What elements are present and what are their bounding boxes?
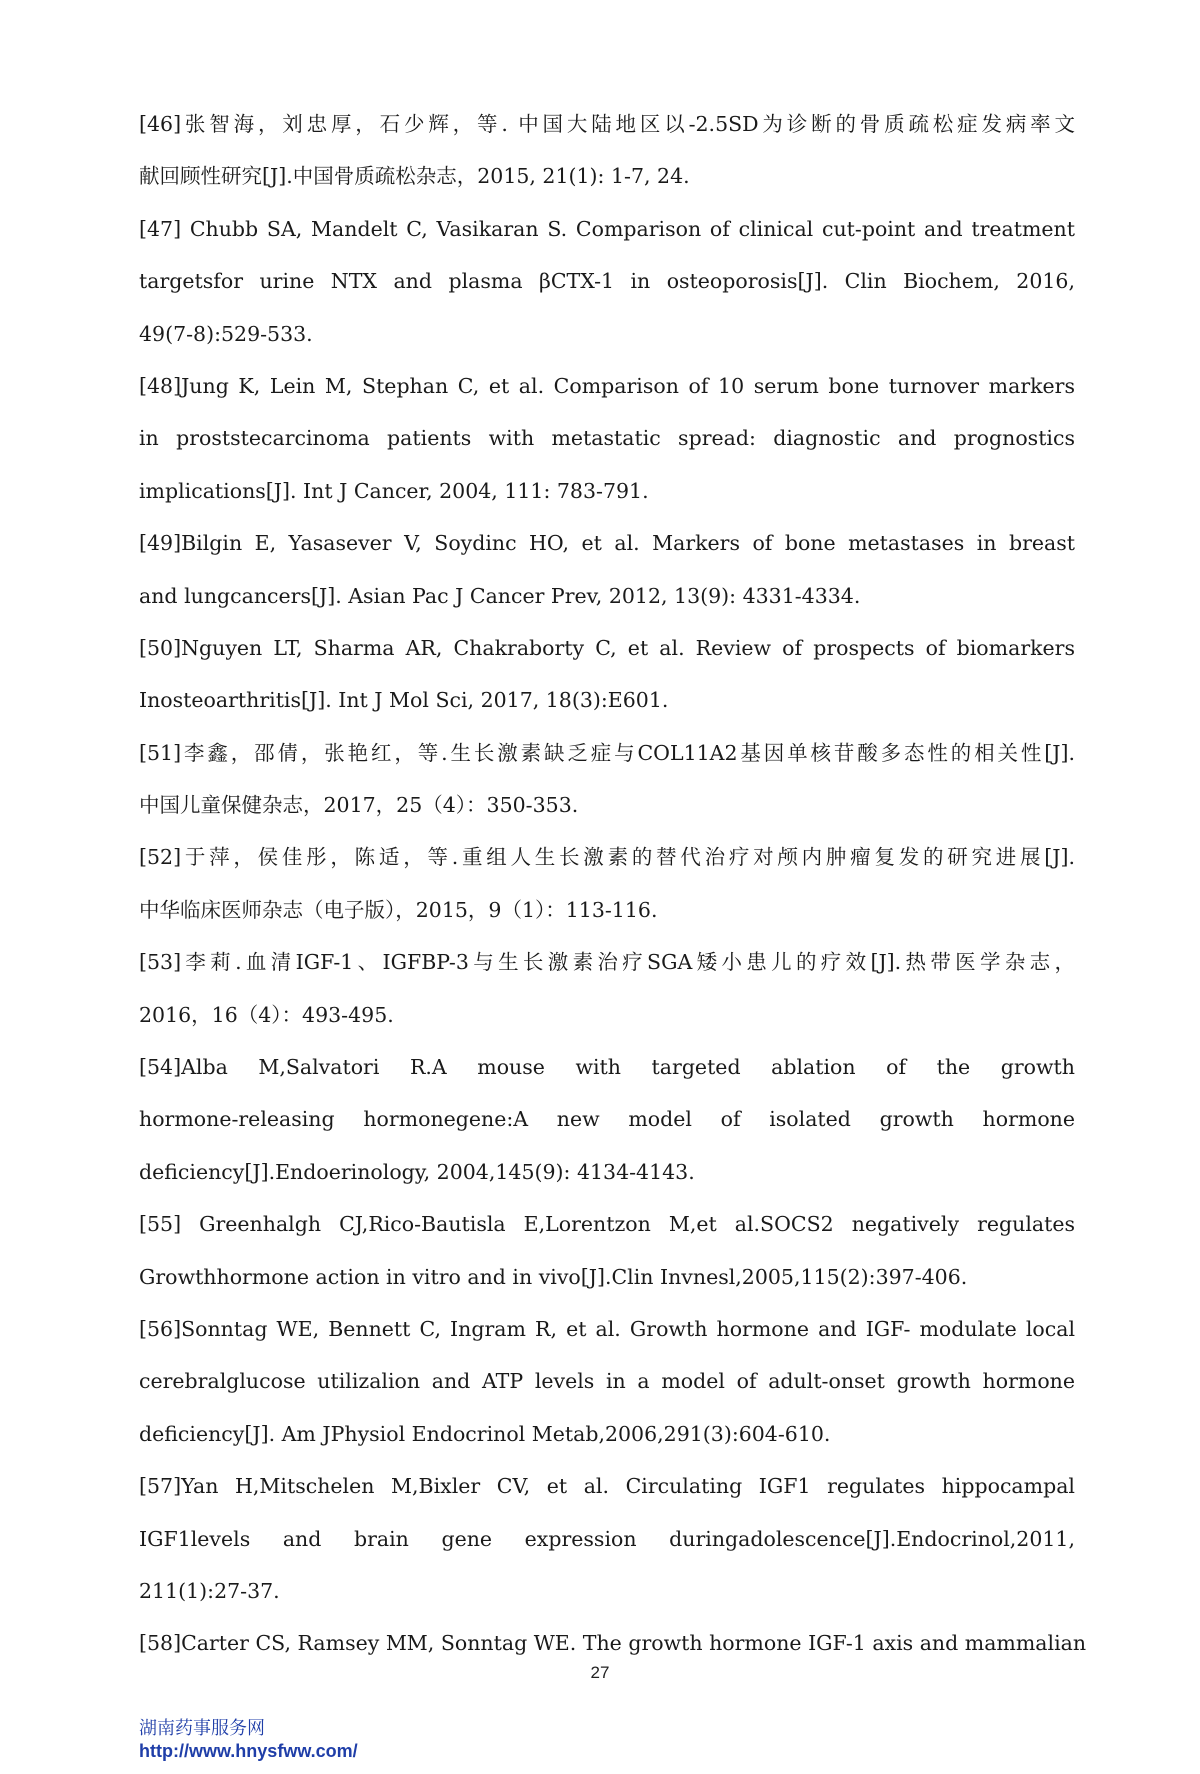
- reference-item: [139, 1204, 1075, 1309]
- reference-item: [139, 1466, 1075, 1623]
- footer: [139, 1718, 358, 1762]
- reference-line: 献回顾性研究[J].中国骨质疏松杂志，2015, 21(1): 1-7, 24.: [139, 164, 690, 189]
- reference-line: targetsfor urine NTX and plasma βCTX-1 in osteoporosis[J]. Clin Biochem, 2016,: [139, 269, 1075, 294]
- reference-item: [139, 1047, 1075, 1204]
- reference-line: [53]李莉.血清IGF-1、IGFBP-3与生长激素治疗SGA矮小患儿的疗效[J].热带医学杂志，: [139, 950, 1075, 975]
- reference-line: [55] Greenhalgh CJ,Rico-Bautisla E,Lorentzon M,et al.SOCS2 negatively regulates: [139, 1212, 1075, 1237]
- reference-item: [139, 523, 1075, 628]
- reference-line: cerebralglucose utilizalion and ATP levels in a model of adult-onset growth hormone: [139, 1369, 1075, 1394]
- reference-line: 49(7-8):529-533.: [139, 321, 313, 346]
- reference-line: hormone-releasing hormonegene:A new model of isolated growth hormone: [139, 1107, 1075, 1132]
- reference-item: [139, 209, 1075, 366]
- reference-line: [47] Chubb SA, Mandelt C, Vasikaran S. Comparison of clinical cut-point and treatment: [139, 216, 1075, 241]
- reference-line: [50]Nguyen LT, Sharma AR, Chakraborty C, et al. Review of prospects of biomarkers: [139, 635, 1075, 660]
- reference-line: deficiency[J]. Am JPhysiol Endocrinol Metab,2006,291(3):604-610.: [139, 1421, 831, 1446]
- reference-line: [49]Bilgin E, Yasasever V, Soydinc HO, et al. Markers of bone metastases in breast: [139, 531, 1075, 556]
- reference-item: [139, 104, 1075, 209]
- footer-site-name: 湖南药事服务网: [139, 1718, 265, 1739]
- reference-line: implications[J]. Int J Cancer, 2004, 111: 783-791.: [139, 478, 649, 503]
- reference-item: [139, 837, 1075, 942]
- page-number: 27: [590, 1663, 610, 1682]
- reference-item: [139, 366, 1075, 523]
- reference-line: [56]Sonntag WE, Bennett C, Ingram R, et al. Growth hormone and IGF- modulate local: [139, 1316, 1075, 1341]
- reference-line: [51]李鑫，邵倩，张艳红，等.生长激素缺乏症与COL11A2基因单核苷酸多态性的相关性[J].: [139, 740, 1075, 765]
- reference-item: [139, 1309, 1075, 1466]
- reference-line: [57]Yan H,Mitschelen M,Bixler CV, et al. Circulating IGF1 regulates hippocampal: [139, 1474, 1075, 1499]
- reference-item: [139, 733, 1075, 838]
- reference-line: 211(1):27-37.: [139, 1578, 280, 1603]
- reference-line: [46]张智海，刘忠厚，石少辉，等. 中国大陆地区以-2.5SD为诊断的骨质疏松症发病率文: [139, 112, 1075, 136]
- reference-line: Growthhormone action in vitro and in vivo[J].Clin Invnesl,2005,115(2):397-406.: [139, 1264, 968, 1289]
- reference-item: [139, 628, 1075, 733]
- reference-line: 中国儿童保健杂志，2017，25（4）：350-353.: [139, 793, 579, 818]
- reference-line: IGF1levels and brain gene expression duringadolescence[J].Endocrinol,2011,: [139, 1526, 1075, 1551]
- reference-list: [139, 104, 1087, 1676]
- reference-line: [48]Jung K, Lein M, Stephan C, et al. Comparison of 10 serum bone turnover markers: [139, 373, 1075, 398]
- reference-item: [139, 942, 1075, 1047]
- footer-url-link[interactable]: http://www.hnysfww.com/: [139, 1741, 358, 1761]
- reference-line: 中华临床医师杂志（电子版），2015，9（1）：113-116.: [139, 897, 658, 922]
- reference-line: 2016，16（4）：493-495.: [139, 1002, 394, 1027]
- reference-line: [58]Carter CS, Ramsey MM, Sonntag WE. The growth hormone IGF-1 axis and mammalian: [139, 1631, 1087, 1656]
- reference-line: [52]于萍，侯佳彤，陈适，等.重组人生长激素的替代治疗对颅内肿瘤复发的研究进展[J].: [139, 845, 1075, 870]
- reference-line: [54]Alba M,Salvatori R.A mouse with targeted ablation of the growth: [139, 1055, 1075, 1080]
- reference-line: Inosteoarthritis[J]. Int J Mol Sci, 2017, 18(3):E601.: [139, 688, 669, 713]
- reference-line: and lungcancers[J]. Asian Pac J Cancer Prev, 2012, 13(9): 4331-4334.: [139, 583, 861, 608]
- reference-line: in proststecarcinoma patients with metastatic spread: diagnostic and prognostics: [139, 426, 1075, 451]
- reference-line: deficiency[J].Endoerinology, 2004,145(9): 4134-4143.: [139, 1159, 695, 1184]
